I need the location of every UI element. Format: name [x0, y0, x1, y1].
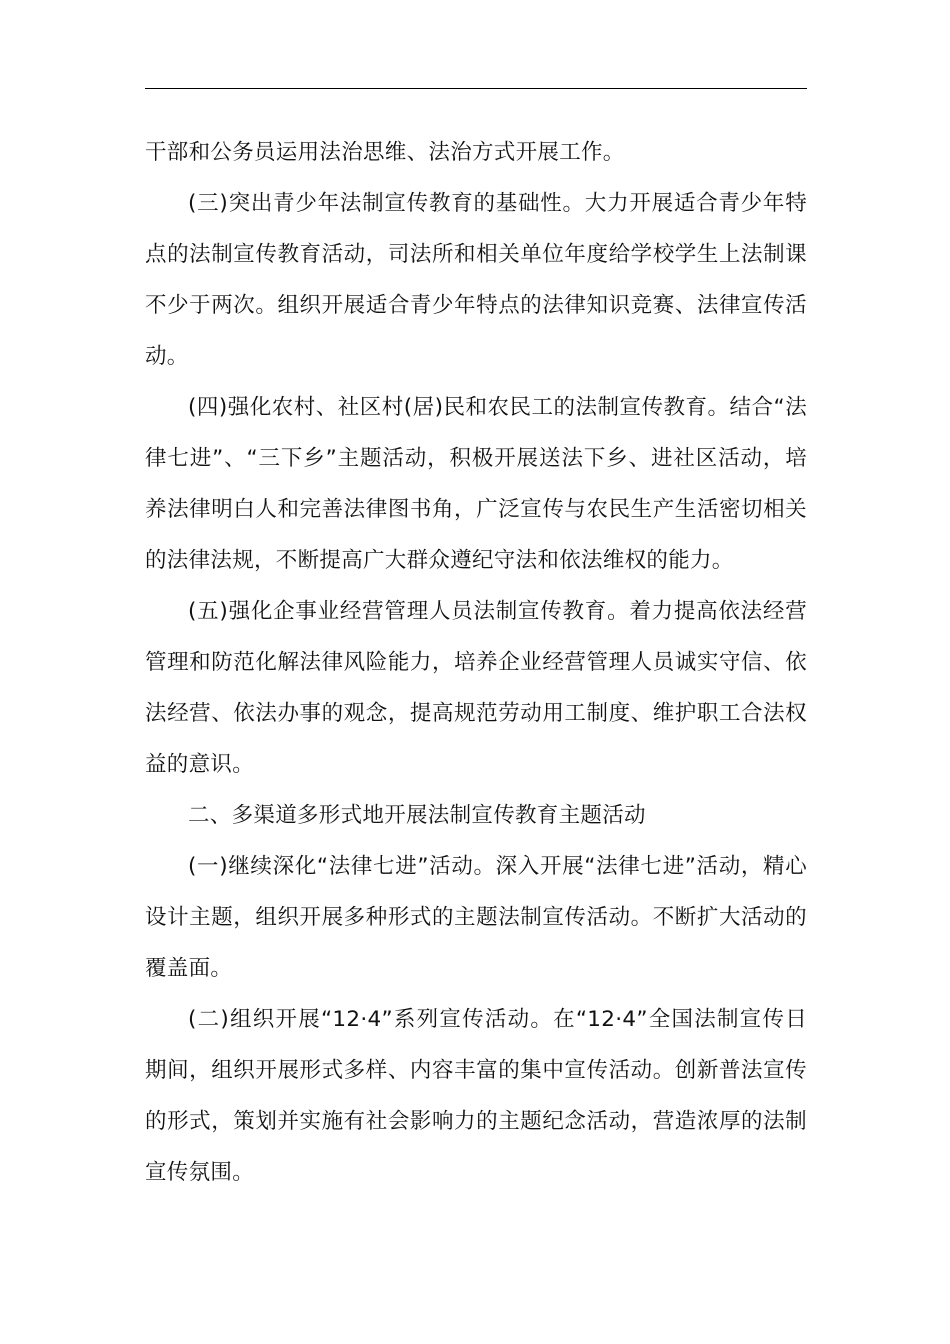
paragraph-youth-education: (三)突出青少年法制宣传教育的基础性。大力开展适合青少年特点的法制宣传教育活动，司法所和相关单位年度给学校学生上法制课不少于两次。组织开展适合青少年特点的法律知识竞赛、法律宣传活动。: [145, 191, 807, 369]
document-body: [145, 127, 807, 1198]
paragraph-12-4-campaign: (二)组织开展“12·4”系列宣传活动。在“12·4”全国法制宣传日期间，组织开展形式多样、内容丰富的集中宣传活动。创新普法宣传的形式，策划并实施有社会影响力的主题纪念活动，营造浓厚的法制宣传氛围。: [145, 1007, 807, 1185]
paragraph-seven-entries: (一)继续深化“法律七进”活动。深入开展“法律七进”活动，精心设计主题，组织开展多种形式的主题法制宣传活动。不断扩大活动的覆盖面。: [145, 854, 807, 981]
paragraph-enterprise-education: (五)强化企事业经营管理人员法制宣传教育。着力提高依法经营管理和防范化解法律风险能力，培养企业经营管理人员诚实守信、依法经营、依法办事的观念，提高规范劳动用工制度、维护职工合法权益的意识。: [145, 599, 807, 777]
section-heading: 二、多渠道多形式地开展法制宣传教育主题活动: [188, 803, 646, 828]
paragraph-rural-education: (四)强化农村、社区村(居)民和农民工的法制宣传教育。结合“法律七进”、“三下乡”主题活动，积极开展送法下乡、进社区活动，培养法律明白人和完善法律图书角，广泛宣传与农民生产生活密切相关的法律法规，不断提高广大群众遵纪守法和依法维权的能力。: [145, 395, 807, 573]
header-rule: [145, 88, 807, 89]
paragraph-continuation: 干部和公务员运用法治思维、法治方式开展工作。: [145, 140, 625, 165]
